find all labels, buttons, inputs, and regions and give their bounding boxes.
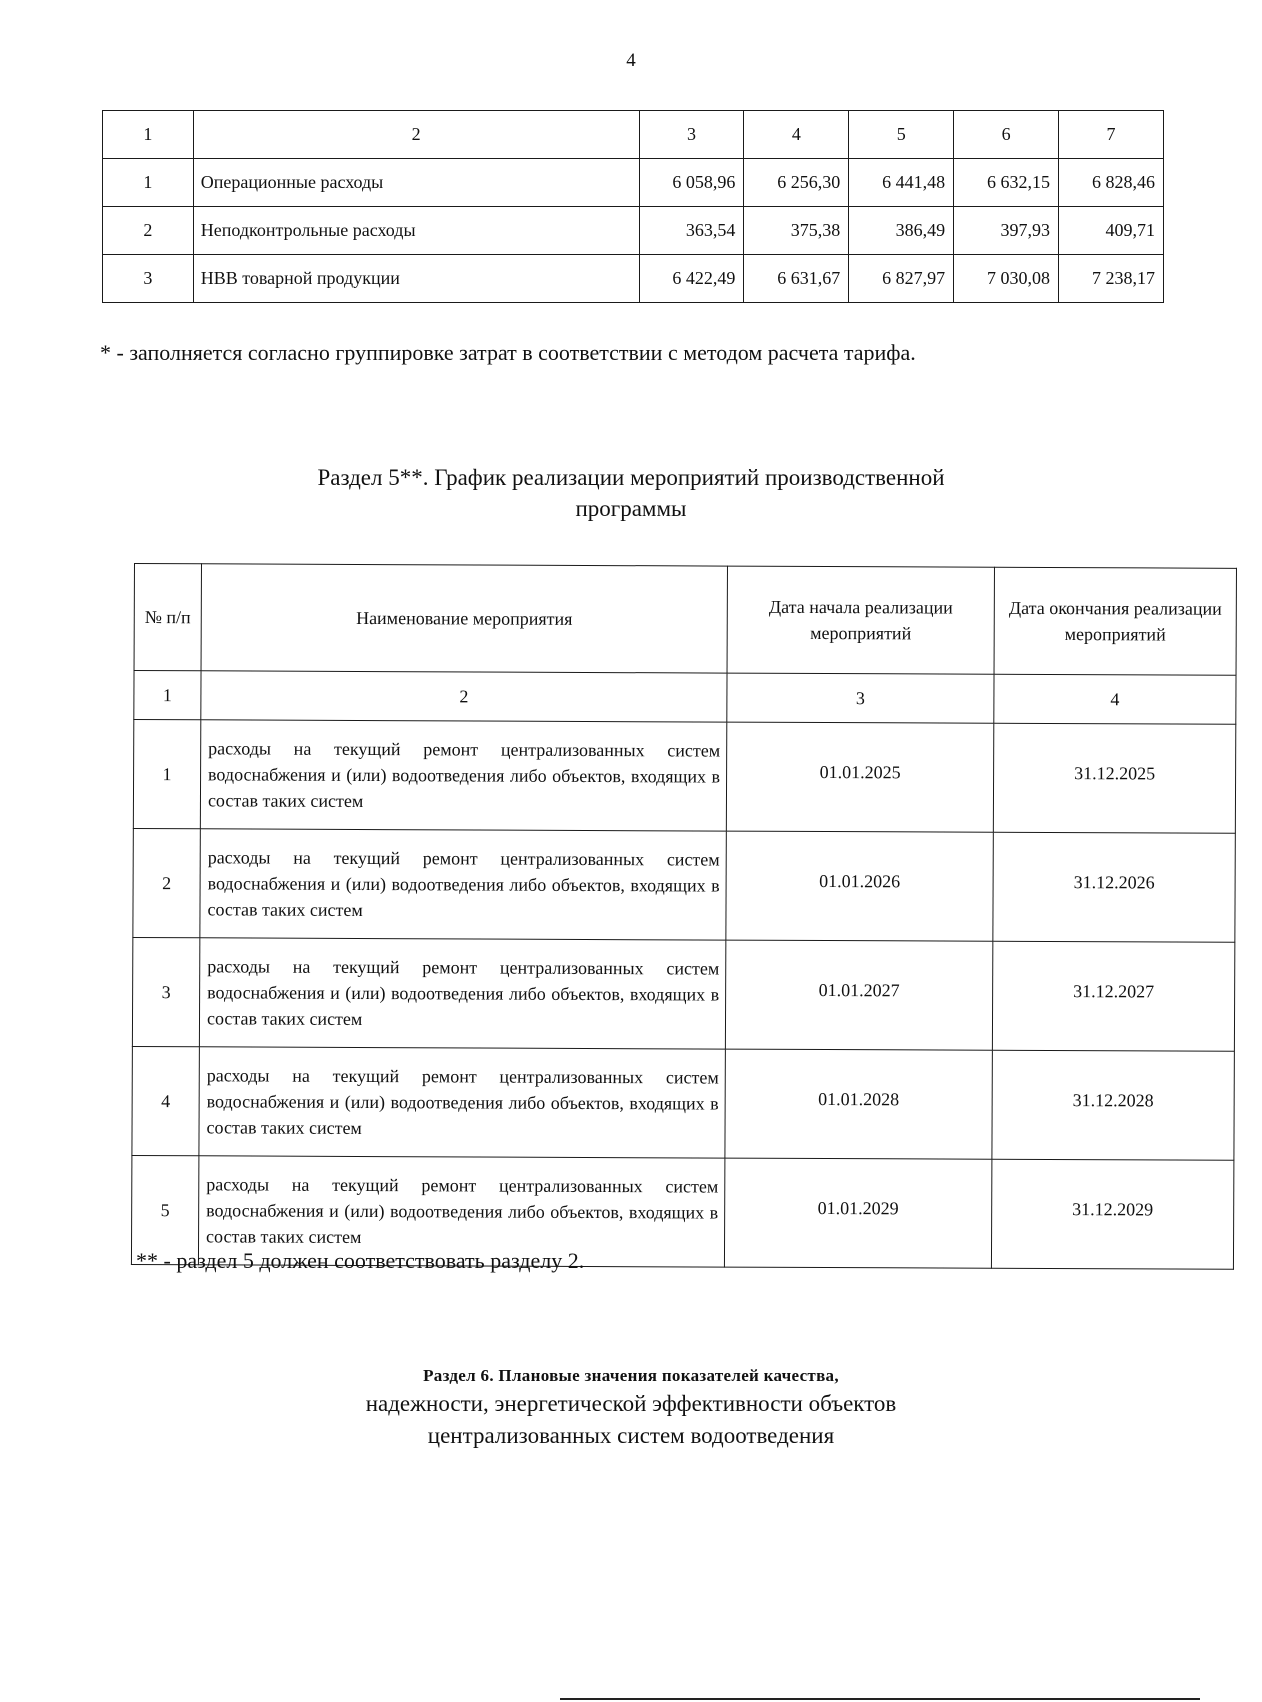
row-start-date: 01.01.2028 <box>725 1049 992 1159</box>
row-start-date: 01.01.2025 <box>726 722 993 832</box>
header-end-date: Дата окончания реализации мероприятий <box>994 567 1236 675</box>
column-number: 7 <box>1059 111 1164 159</box>
row-activity-name: расходы на текущий ремонт централизованных систем водоснабжения и (или) водоотведения либо объектов, входящих в состав таких систем <box>199 938 725 1049</box>
column-number: 2 <box>201 671 727 722</box>
row-number: 1 <box>133 720 200 829</box>
row-name: Операционные расходы <box>193 159 639 207</box>
footnote-section-correspondence: ** - раздел 5 должен соответствовать разделу 2. <box>136 1248 585 1273</box>
row-end-date: 31.12.2029 <box>991 1159 1233 1269</box>
bottom-edge-rule <box>560 1698 1200 1700</box>
costs-table <box>102 110 1164 303</box>
column-number: 1 <box>103 111 194 159</box>
row-activity-name: расходы на текущий ремонт централизованных систем водоснабжения и (или) водоотведения либо объектов, входящих в состав таких систем <box>200 829 726 940</box>
row-number: 3 <box>103 255 194 303</box>
schedule-table-header <box>134 564 1236 676</box>
row-value: 7 030,08 <box>954 255 1059 303</box>
section-6-title <box>0 1364 1262 1452</box>
row-end-date: 31.12.2028 <box>992 1050 1234 1160</box>
row-start-date: 01.01.2027 <box>725 940 992 1050</box>
row-name: Неподконтрольные расходы <box>193 207 639 255</box>
row-start-date: 01.01.2026 <box>726 831 993 941</box>
section-6-title-line: надежности, энергетической эффективности объектов <box>365 1391 897 1416</box>
row-name: НВВ товарной продукции <box>193 255 639 303</box>
table-row <box>103 159 1164 207</box>
costs-table-column-numbers <box>103 111 1164 159</box>
row-number: 5 <box>131 1155 198 1264</box>
column-number: 4 <box>744 111 849 159</box>
row-number: 2 <box>103 207 194 255</box>
table-row <box>133 720 1235 834</box>
row-value: 409,71 <box>1059 207 1164 255</box>
row-value: 6 828,46 <box>1059 159 1164 207</box>
row-value: 6 256,30 <box>744 159 849 207</box>
row-value: 397,93 <box>954 207 1059 255</box>
table-row <box>103 207 1164 255</box>
row-end-date: 31.12.2026 <box>993 832 1235 942</box>
section-6-title-line: Раздел 6. Плановые значения показателей качества, <box>423 1366 839 1385</box>
header-number: № п/п <box>134 564 201 671</box>
column-number: 3 <box>727 673 994 723</box>
column-number: 5 <box>849 111 954 159</box>
row-number: 2 <box>133 828 200 937</box>
section-5-title-line: программы <box>575 496 687 521</box>
schedule-table <box>131 563 1237 1270</box>
row-value: 6 422,49 <box>639 255 744 303</box>
row-value: 7 238,17 <box>1059 255 1164 303</box>
table-row <box>133 828 1235 942</box>
row-value: 363,54 <box>639 207 744 255</box>
header-start-date: Дата начала реализации мероприятий <box>727 566 994 674</box>
row-start-date: 01.01.2029 <box>724 1158 991 1268</box>
section-5-title-line: Раздел 5**. График реализации мероприятий производственной <box>317 465 945 490</box>
row-number: 4 <box>132 1046 199 1155</box>
row-value: 6 058,96 <box>639 159 744 207</box>
row-value: 6 632,15 <box>954 159 1059 207</box>
row-value: 386,49 <box>849 207 954 255</box>
section-6-title-line: централизованных систем водоотведения <box>427 1423 835 1448</box>
column-number: 2 <box>193 111 639 159</box>
row-value: 6 827,97 <box>849 255 954 303</box>
row-number: 1 <box>103 159 194 207</box>
row-activity-name: расходы на текущий ремонт централизованных систем водоснабжения и (или) водоотведения либо объектов, входящих в состав таких систем <box>200 720 726 831</box>
row-end-date: 31.12.2025 <box>993 723 1235 833</box>
header-name: Наименование мероприятия <box>201 564 727 673</box>
column-number: 6 <box>954 111 1059 159</box>
schedule-table-column-numbers <box>134 671 1236 725</box>
row-value: 6 631,67 <box>744 255 849 303</box>
section-5-title <box>0 462 1262 524</box>
table-row <box>132 1046 1234 1160</box>
table-row <box>103 255 1164 303</box>
footnote-cost-grouping: * - заполняется согласно группировке затрат в соответствии с методом расчета тарифа. <box>100 340 916 365</box>
row-activity-name: расходы на текущий ремонт централизованных систем водоснабжения и (или) водоотведения либо объектов, входящих в состав таких систем <box>199 1047 725 1158</box>
column-number: 1 <box>134 671 201 720</box>
row-number: 3 <box>132 937 199 1046</box>
row-value: 375,38 <box>744 207 849 255</box>
column-number: 3 <box>639 111 744 159</box>
table-row <box>132 937 1234 1051</box>
column-number: 4 <box>994 674 1236 724</box>
row-end-date: 31.12.2027 <box>992 941 1234 1051</box>
row-activity-name: расходы на текущий ремонт централизованных систем водоснабжения и (или) водоотведения либо объектов, входящих в состав таких систем <box>198 1156 724 1267</box>
page-number: 4 <box>626 50 636 71</box>
row-value: 6 441,48 <box>849 159 954 207</box>
